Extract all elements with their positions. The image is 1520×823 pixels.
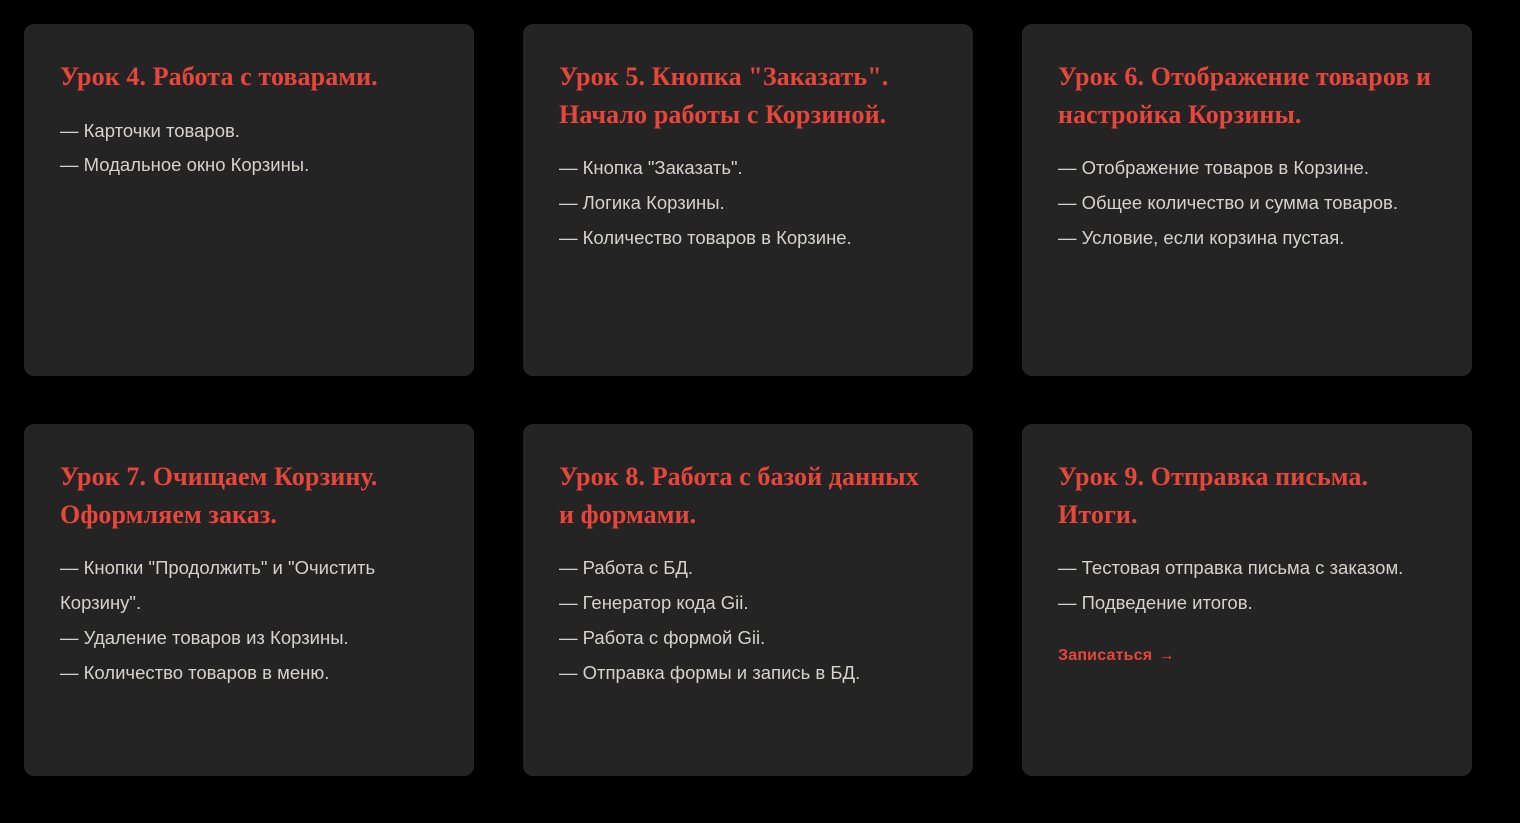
lesson-topic-item: — Тестовая отправка письма с заказом. xyxy=(1058,557,1404,579)
lesson-topic-item: — Условие, если корзина пустая. xyxy=(1058,226,1345,248)
lesson-topic-item: — Работа с БД. xyxy=(559,557,694,579)
lesson-card-5 xyxy=(523,24,973,376)
lesson-topic-list xyxy=(60,114,438,184)
lesson-topic-item: — Модальное окно Корзины. xyxy=(60,154,310,176)
lesson-topic-item: — Логика Корзины. xyxy=(559,192,725,214)
lesson-topic-item: — Подведение итогов. xyxy=(1058,592,1253,614)
lesson-topic-item: — Общее количество и сумма товаров. xyxy=(1058,192,1399,214)
lesson-card-8 xyxy=(523,424,973,776)
lesson-topic-list xyxy=(559,551,937,690)
lesson-card-4 xyxy=(24,24,474,376)
lesson-card-title: Урок 6. Отображение товаров и настройка Корзины. xyxy=(1058,62,1432,129)
lesson-card-title: Урок 9. Отправка письма. Итоги. xyxy=(1058,462,1369,529)
lesson-topic-item: — Количество товаров в Корзине. xyxy=(559,226,852,248)
lesson-topic-item: — Кнопки "Продолжить" и "Очистить Корзину". xyxy=(60,557,376,614)
lesson-topic-item: — Удаление товаров из Корзины. xyxy=(60,626,349,648)
lesson-topic-item: — Отображение товаров в Корзине. xyxy=(1058,157,1369,179)
arrow-right-icon: → xyxy=(1158,646,1175,664)
lesson-card-6 xyxy=(1022,24,1472,376)
lesson-topic-item: — Кнопка "Заказать". xyxy=(559,157,743,179)
lesson-card-title: Урок 4. Работа с товарами. xyxy=(60,62,378,91)
signup-link[interactable] xyxy=(1058,647,1175,665)
lesson-topic-item: — Генератор кода Gii. xyxy=(559,592,749,614)
lesson-card-title: Урок 5. Кнопка "Заказать". Начало работы с Корзиной. xyxy=(559,62,889,129)
lesson-card-7 xyxy=(24,424,474,776)
lesson-topic-item: — Карточки товаров. xyxy=(60,119,240,141)
lesson-card-title: Урок 7. Очищаем Корзину. Оформляем заказ. xyxy=(60,462,378,529)
lesson-topic-list xyxy=(1058,551,1436,621)
lesson-topic-item: — Количество товаров в меню. xyxy=(60,661,330,683)
lesson-topic-item: — Работа с формой Gii. xyxy=(559,626,766,648)
lesson-topic-list xyxy=(559,151,937,255)
lesson-card-9 xyxy=(1022,424,1472,776)
signup-link-label: Записаться xyxy=(1058,646,1153,664)
lesson-topic-list xyxy=(1058,151,1436,255)
lesson-topic-list xyxy=(60,551,438,690)
lesson-topic-item: — Отправка формы и запись в БД. xyxy=(559,661,861,683)
lesson-card-title: Урок 8. Работа с базой данных и формами. xyxy=(559,462,919,529)
